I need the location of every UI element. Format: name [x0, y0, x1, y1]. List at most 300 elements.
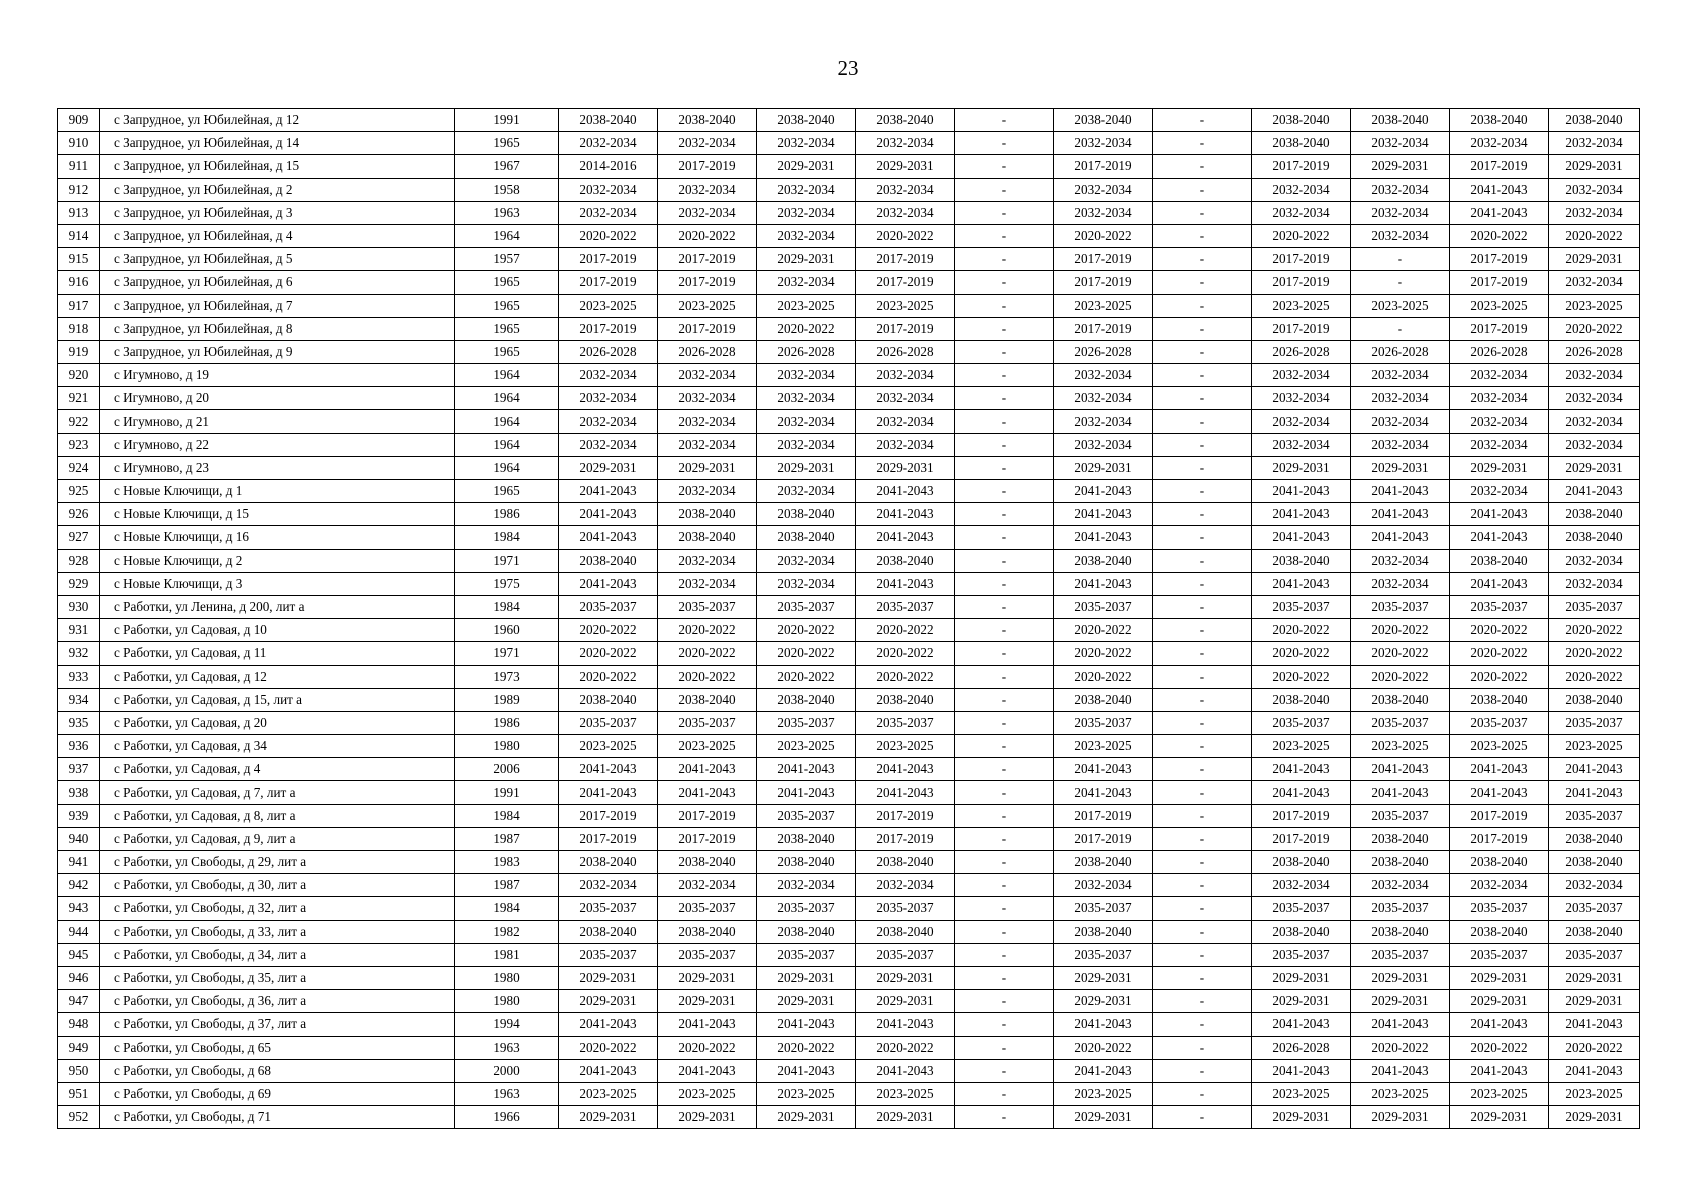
period-cell: 2038-2040	[658, 503, 757, 526]
period-cell: -	[1153, 364, 1252, 387]
period-cell: 2026-2028	[559, 340, 658, 363]
period-cell: 2017-2019	[658, 155, 757, 178]
period-cell: 2029-2031	[1054, 966, 1153, 989]
table-row	[58, 851, 1640, 874]
period-cell: 2029-2031	[1549, 966, 1640, 989]
table-row	[58, 271, 1640, 294]
period-cell: 2023-2025	[1351, 735, 1450, 758]
row-number-cell: 926	[58, 503, 100, 526]
build-year-cell: 1981	[455, 943, 559, 966]
period-cell: 2032-2034	[559, 364, 658, 387]
row-number-cell: 938	[58, 781, 100, 804]
period-cell: 2032-2034	[757, 364, 856, 387]
table-row	[58, 781, 1640, 804]
period-cell: 2029-2031	[856, 1106, 955, 1129]
period-cell: 2029-2031	[1450, 1106, 1549, 1129]
period-cell: 2017-2019	[1054, 804, 1153, 827]
build-year-cell: 1965	[455, 480, 559, 503]
period-cell: 2038-2040	[757, 109, 856, 132]
period-cell: -	[1153, 410, 1252, 433]
address-cell: с Новые Ключищи, д 1	[100, 480, 455, 503]
period-cell: 2020-2022	[1252, 665, 1351, 688]
period-cell: 2041-2043	[856, 572, 955, 595]
period-cell: 2032-2034	[1351, 410, 1450, 433]
period-cell: 2020-2022	[1549, 665, 1640, 688]
period-cell: 2032-2034	[1549, 178, 1640, 201]
period-cell: -	[1153, 804, 1252, 827]
period-cell: -	[1153, 1082, 1252, 1105]
period-cell: 2035-2037	[1351, 711, 1450, 734]
build-year-cell: 1963	[455, 201, 559, 224]
period-cell: 2032-2034	[559, 178, 658, 201]
period-cell: 2032-2034	[856, 874, 955, 897]
period-cell: 2023-2025	[1549, 1082, 1640, 1105]
period-cell: -	[955, 201, 1054, 224]
period-cell: 2035-2037	[1252, 595, 1351, 618]
period-cell: 2020-2022	[1549, 224, 1640, 247]
period-cell: -	[1153, 619, 1252, 642]
build-year-cell: 1965	[455, 132, 559, 155]
period-cell: 2035-2037	[1549, 595, 1640, 618]
period-cell: 2032-2034	[1054, 387, 1153, 410]
period-cell: -	[955, 410, 1054, 433]
period-cell: 2029-2031	[856, 990, 955, 1013]
period-cell: 2041-2043	[559, 781, 658, 804]
period-cell: 2017-2019	[1252, 317, 1351, 340]
period-cell: 2038-2040	[1252, 549, 1351, 572]
build-year-cell: 1986	[455, 711, 559, 734]
period-cell: 2035-2037	[856, 943, 955, 966]
period-cell: 2041-2043	[856, 480, 955, 503]
period-cell: 2032-2034	[757, 549, 856, 572]
address-cell: с Запрудное, ул Юбилейная, д 14	[100, 132, 455, 155]
row-number-cell: 924	[58, 456, 100, 479]
period-cell: -	[955, 1059, 1054, 1082]
table-row	[58, 294, 1640, 317]
period-cell: -	[1153, 271, 1252, 294]
period-cell: 2020-2022	[658, 1036, 757, 1059]
period-cell: 2032-2034	[658, 480, 757, 503]
period-cell: 2038-2040	[1054, 851, 1153, 874]
period-cell: 2032-2034	[559, 201, 658, 224]
period-cell: 2032-2034	[757, 874, 856, 897]
address-cell: с Работки, ул Свободы, д 33, лит а	[100, 920, 455, 943]
address-cell: с Запрудное, ул Юбилейная, д 6	[100, 271, 455, 294]
period-cell: -	[1351, 248, 1450, 271]
build-year-cell: 1965	[455, 340, 559, 363]
period-cell: 2020-2022	[658, 619, 757, 642]
period-cell: 2035-2037	[757, 711, 856, 734]
table-row	[58, 364, 1640, 387]
period-cell: 2029-2031	[1450, 990, 1549, 1013]
period-cell: 2017-2019	[1054, 155, 1153, 178]
period-cell: 2032-2034	[1549, 410, 1640, 433]
period-cell: 2032-2034	[559, 132, 658, 155]
build-year-cell: 1967	[455, 155, 559, 178]
period-cell: -	[955, 595, 1054, 618]
period-cell: 2017-2019	[658, 248, 757, 271]
address-cell: с Работки, ул Садовая, д 20	[100, 711, 455, 734]
period-cell: 2038-2040	[757, 688, 856, 711]
period-cell: 2041-2043	[1351, 1059, 1450, 1082]
period-cell: -	[955, 364, 1054, 387]
period-cell: 2041-2043	[757, 1059, 856, 1082]
period-cell: -	[955, 248, 1054, 271]
period-cell: 2017-2019	[1054, 271, 1153, 294]
address-cell: с Запрудное, ул Юбилейная, д 15	[100, 155, 455, 178]
period-cell: 2032-2034	[1252, 178, 1351, 201]
period-cell: 2035-2037	[1252, 711, 1351, 734]
address-cell: с Новые Ключищи, д 16	[100, 526, 455, 549]
period-cell: 2020-2022	[559, 1036, 658, 1059]
period-cell: 2041-2043	[757, 781, 856, 804]
period-cell: 2041-2043	[1351, 758, 1450, 781]
period-cell: 2038-2040	[1252, 920, 1351, 943]
period-cell: 2038-2040	[1351, 109, 1450, 132]
period-cell: 2029-2031	[559, 456, 658, 479]
period-cell: -	[1153, 851, 1252, 874]
period-cell: 2017-2019	[559, 827, 658, 850]
period-cell: 2020-2022	[559, 224, 658, 247]
table-row	[58, 503, 1640, 526]
period-cell: 2029-2031	[856, 456, 955, 479]
period-cell: 2032-2034	[1351, 572, 1450, 595]
period-cell: 2032-2034	[856, 433, 955, 456]
table-row	[58, 595, 1640, 618]
period-cell: 2041-2043	[658, 781, 757, 804]
build-year-cell: 2006	[455, 758, 559, 781]
build-year-cell: 1960	[455, 619, 559, 642]
row-number-cell: 941	[58, 851, 100, 874]
period-cell: 2017-2019	[559, 248, 658, 271]
row-number-cell: 929	[58, 572, 100, 595]
address-cell: с Новые Ключищи, д 15	[100, 503, 455, 526]
period-cell: 2041-2043	[1054, 480, 1153, 503]
period-cell: -	[1153, 990, 1252, 1013]
period-cell: 2032-2034	[1054, 364, 1153, 387]
table-row	[58, 688, 1640, 711]
period-cell: -	[1153, 294, 1252, 317]
table-row	[58, 874, 1640, 897]
period-cell: 2032-2034	[757, 201, 856, 224]
period-cell: 2041-2043	[1054, 781, 1153, 804]
period-cell: 2041-2043	[1351, 1013, 1450, 1036]
period-cell: 2032-2034	[1450, 132, 1549, 155]
period-cell: 2032-2034	[1450, 874, 1549, 897]
period-cell: -	[1153, 387, 1252, 410]
row-number-cell: 944	[58, 920, 100, 943]
address-cell: с Запрудное, ул Юбилейная, д 9	[100, 340, 455, 363]
build-year-cell: 1984	[455, 804, 559, 827]
row-number-cell: 943	[58, 897, 100, 920]
period-cell: 2035-2037	[559, 595, 658, 618]
period-cell: 2032-2034	[1252, 874, 1351, 897]
period-cell: -	[1153, 711, 1252, 734]
period-cell: 2017-2019	[658, 271, 757, 294]
table-row	[58, 1013, 1640, 1036]
period-cell: 2038-2040	[559, 851, 658, 874]
address-cell: с Игумново, д 22	[100, 433, 455, 456]
period-cell: 2041-2043	[658, 1059, 757, 1082]
period-cell: 2035-2037	[1450, 711, 1549, 734]
row-number-cell: 952	[58, 1106, 100, 1129]
period-cell: 2023-2025	[856, 735, 955, 758]
period-cell: 2032-2034	[1450, 387, 1549, 410]
period-cell: 2023-2025	[1252, 294, 1351, 317]
table-row	[58, 711, 1640, 734]
period-cell: 2023-2025	[1252, 1082, 1351, 1105]
period-cell: 2038-2040	[1549, 827, 1640, 850]
period-cell: 2035-2037	[1054, 943, 1153, 966]
period-cell: 2035-2037	[856, 595, 955, 618]
period-cell: 2038-2040	[1450, 109, 1549, 132]
period-cell: -	[1153, 109, 1252, 132]
table-row	[58, 132, 1640, 155]
period-cell: -	[955, 1082, 1054, 1105]
period-cell: 2041-2043	[1252, 526, 1351, 549]
period-cell: 2026-2028	[856, 340, 955, 363]
table-row	[58, 480, 1640, 503]
period-cell: 2035-2037	[856, 897, 955, 920]
table-row	[58, 317, 1640, 340]
period-cell: 2032-2034	[757, 572, 856, 595]
period-cell: 2020-2022	[757, 1036, 856, 1059]
period-cell: 2032-2034	[1549, 874, 1640, 897]
table-row	[58, 526, 1640, 549]
period-cell: 2032-2034	[856, 178, 955, 201]
build-year-cell: 1989	[455, 688, 559, 711]
period-cell: -	[955, 1013, 1054, 1036]
period-cell: 2023-2025	[559, 735, 658, 758]
period-cell: 2029-2031	[1252, 990, 1351, 1013]
period-cell: 2038-2040	[1351, 827, 1450, 850]
period-cell: 2017-2019	[658, 804, 757, 827]
build-year-cell: 1957	[455, 248, 559, 271]
period-cell: 2035-2037	[1351, 804, 1450, 827]
period-cell: 2032-2034	[559, 433, 658, 456]
period-cell: 2029-2031	[757, 155, 856, 178]
build-year-cell: 1963	[455, 1036, 559, 1059]
address-cell: с Работки, ул Ленина, д 200, лит а	[100, 595, 455, 618]
address-cell: с Новые Ключищи, д 3	[100, 572, 455, 595]
period-cell: 2023-2025	[658, 294, 757, 317]
period-cell: 2038-2040	[559, 109, 658, 132]
table-row	[58, 642, 1640, 665]
period-cell: 2041-2043	[856, 758, 955, 781]
period-cell: -	[955, 943, 1054, 966]
period-cell: 2041-2043	[1549, 480, 1640, 503]
period-cell: 2035-2037	[757, 595, 856, 618]
period-cell: 2041-2043	[1450, 572, 1549, 595]
period-cell: -	[955, 572, 1054, 595]
period-cell: 2032-2034	[1252, 410, 1351, 433]
period-cell: 2041-2043	[1351, 781, 1450, 804]
row-number-cell: 942	[58, 874, 100, 897]
period-cell: 2038-2040	[559, 920, 658, 943]
period-cell: 2032-2034	[1252, 433, 1351, 456]
period-cell: 2032-2034	[1549, 201, 1640, 224]
period-cell: 2032-2034	[757, 410, 856, 433]
period-cell: 2041-2043	[1054, 1013, 1153, 1036]
period-cell: 2032-2034	[1054, 410, 1153, 433]
build-year-cell: 1964	[455, 364, 559, 387]
period-cell: 2038-2040	[1549, 526, 1640, 549]
period-cell: 2041-2043	[1549, 758, 1640, 781]
period-cell: 2029-2031	[1252, 966, 1351, 989]
period-cell: 2035-2037	[658, 897, 757, 920]
period-cell: 2032-2034	[1549, 433, 1640, 456]
period-cell: 2023-2025	[1054, 735, 1153, 758]
period-cell: 2017-2019	[1252, 248, 1351, 271]
period-cell: 2041-2043	[1549, 1013, 1640, 1036]
period-cell: 2029-2031	[1054, 456, 1153, 479]
period-cell: 2017-2019	[856, 271, 955, 294]
period-cell: 2032-2034	[1252, 387, 1351, 410]
period-cell: -	[1153, 897, 1252, 920]
period-cell: 2032-2034	[1549, 387, 1640, 410]
period-cell: 2038-2040	[658, 526, 757, 549]
period-cell: 2032-2034	[1054, 874, 1153, 897]
address-cell: с Работки, ул Садовая, д 12	[100, 665, 455, 688]
table-row	[58, 572, 1640, 595]
period-cell: -	[1153, 827, 1252, 850]
period-cell: 2038-2040	[757, 526, 856, 549]
address-cell: с Запрудное, ул Юбилейная, д 2	[100, 178, 455, 201]
period-cell: 2026-2028	[1351, 340, 1450, 363]
address-cell: с Работки, ул Садовая, д 15, лит а	[100, 688, 455, 711]
period-cell: 2041-2043	[559, 758, 658, 781]
period-cell: 2032-2034	[559, 387, 658, 410]
period-cell: -	[955, 387, 1054, 410]
period-cell: 2032-2034	[1351, 387, 1450, 410]
period-cell: 2032-2034	[1351, 549, 1450, 572]
build-year-cell: 1964	[455, 387, 559, 410]
build-year-cell: 1984	[455, 897, 559, 920]
period-cell: -	[1153, 665, 1252, 688]
row-number-cell: 921	[58, 387, 100, 410]
table-row	[58, 827, 1640, 850]
period-cell: -	[1153, 642, 1252, 665]
address-cell: с Запрудное, ул Юбилейная, д 8	[100, 317, 455, 340]
period-cell: -	[1153, 248, 1252, 271]
build-year-cell: 1965	[455, 294, 559, 317]
build-year-cell: 1966	[455, 1106, 559, 1129]
period-cell: 2041-2043	[1450, 178, 1549, 201]
period-cell: 2020-2022	[1549, 642, 1640, 665]
period-cell: 2032-2034	[1252, 364, 1351, 387]
period-cell: -	[1153, 966, 1252, 989]
period-cell: 2023-2025	[559, 294, 658, 317]
period-cell: 2038-2040	[757, 827, 856, 850]
period-cell: 2041-2043	[1252, 503, 1351, 526]
build-year-cell: 1980	[455, 735, 559, 758]
period-cell: 2023-2025	[757, 294, 856, 317]
row-number-cell: 937	[58, 758, 100, 781]
row-number-cell: 919	[58, 340, 100, 363]
period-cell: 2029-2031	[1549, 456, 1640, 479]
period-cell: 2017-2019	[1054, 317, 1153, 340]
period-cell: 2041-2043	[1351, 480, 1450, 503]
period-cell: 2017-2019	[1054, 248, 1153, 271]
period-cell: 2032-2034	[1351, 132, 1450, 155]
address-cell: с Работки, ул Садовая, д 11	[100, 642, 455, 665]
period-cell: 2041-2043	[1351, 526, 1450, 549]
period-cell: -	[955, 480, 1054, 503]
period-cell: 2035-2037	[1549, 897, 1640, 920]
table-row	[58, 248, 1640, 271]
period-cell: 2032-2034	[1351, 178, 1450, 201]
period-cell: -	[1153, 224, 1252, 247]
period-cell: 2038-2040	[559, 688, 658, 711]
period-cell: -	[955, 433, 1054, 456]
period-cell: 2035-2037	[658, 943, 757, 966]
period-cell: 2032-2034	[856, 364, 955, 387]
period-cell: 2035-2037	[658, 595, 757, 618]
period-cell: 2026-2028	[1549, 340, 1640, 363]
row-number-cell: 935	[58, 711, 100, 734]
period-cell: 2032-2034	[757, 387, 856, 410]
period-cell: 2032-2034	[856, 201, 955, 224]
address-cell: с Работки, ул Садовая, д 34	[100, 735, 455, 758]
period-cell: 2032-2034	[658, 549, 757, 572]
period-cell: 2020-2022	[757, 642, 856, 665]
period-cell: 2038-2040	[757, 503, 856, 526]
row-number-cell: 917	[58, 294, 100, 317]
period-cell: 2038-2040	[1549, 920, 1640, 943]
period-cell: 2020-2022	[559, 642, 658, 665]
period-cell: 2032-2034	[757, 132, 856, 155]
period-cell: 2032-2034	[1351, 224, 1450, 247]
period-cell: 2017-2019	[856, 248, 955, 271]
period-cell: 2029-2031	[757, 966, 856, 989]
period-cell: 2029-2031	[1351, 1106, 1450, 1129]
period-cell: 2041-2043	[658, 1013, 757, 1036]
period-cell: -	[955, 665, 1054, 688]
period-cell: 2020-2022	[1549, 317, 1640, 340]
period-cell: 2029-2031	[1054, 990, 1153, 1013]
period-cell: 2032-2034	[1351, 201, 1450, 224]
period-cell: -	[1153, 132, 1252, 155]
period-cell: 2041-2043	[1549, 1059, 1640, 1082]
period-cell: 2020-2022	[856, 619, 955, 642]
row-number-cell: 909	[58, 109, 100, 132]
period-cell: 2032-2034	[559, 874, 658, 897]
table-row	[58, 1036, 1640, 1059]
period-cell: 2032-2034	[1054, 201, 1153, 224]
period-cell: 2020-2022	[1252, 642, 1351, 665]
period-cell: 2032-2034	[1054, 178, 1153, 201]
address-cell: с Работки, ул Свободы, д 32, лит а	[100, 897, 455, 920]
period-cell: 2023-2025	[658, 735, 757, 758]
period-cell: 2020-2022	[658, 642, 757, 665]
period-cell: 2020-2022	[1054, 665, 1153, 688]
build-year-cell: 1994	[455, 1013, 559, 1036]
period-cell: -	[1153, 201, 1252, 224]
row-number-cell: 945	[58, 943, 100, 966]
period-cell: 2017-2019	[658, 827, 757, 850]
period-cell: 2035-2037	[1351, 897, 1450, 920]
address-cell: с Работки, ул Садовая, д 7, лит а	[100, 781, 455, 804]
address-cell: с Работки, ул Свободы, д 37, лит а	[100, 1013, 455, 1036]
period-cell: 2038-2040	[1252, 132, 1351, 155]
period-cell: 2020-2022	[658, 665, 757, 688]
address-cell: с Работки, ул Свободы, д 71	[100, 1106, 455, 1129]
period-cell: -	[955, 526, 1054, 549]
period-cell: -	[1153, 178, 1252, 201]
period-cell: 2032-2034	[1054, 132, 1153, 155]
period-cell: 2029-2031	[658, 1106, 757, 1129]
period-cell: 2029-2031	[1549, 1106, 1640, 1129]
